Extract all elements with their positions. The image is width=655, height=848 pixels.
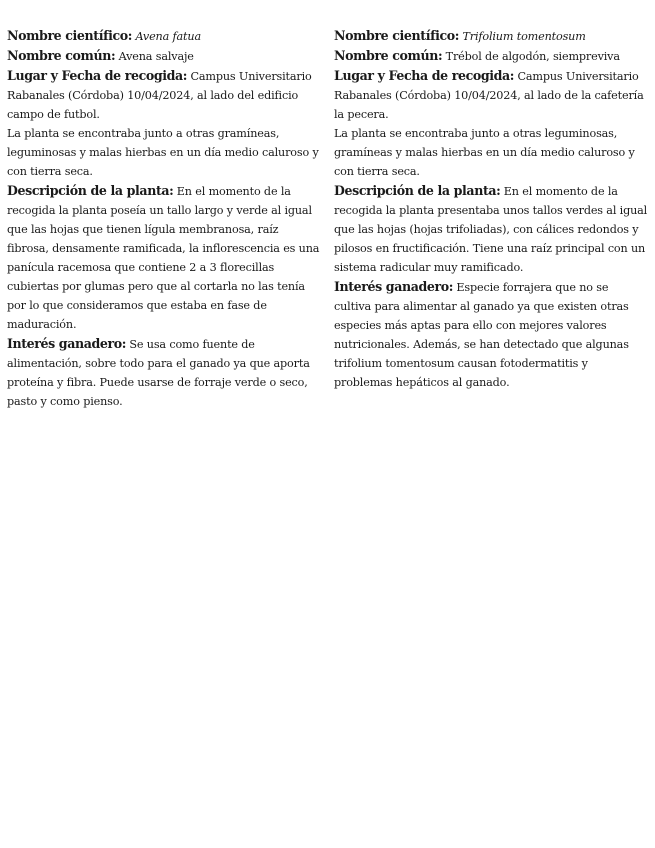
livestock-interest-label: Interés ganadero: [334, 279, 453, 294]
description-row [7, 181, 321, 334]
collection-place-row [7, 66, 321, 124]
livestock-interest-value: Especie forrajera que no se cultiva para alimentar al ganado ya que existen otras especies más aptas para ello con mejores valores nutricionales. Además, se han detectado que algunas trifolium tomentosum causan fotodermatitis y problemas hepáticos al ganado. [334, 281, 629, 389]
common-name-row [334, 46, 648, 66]
collection-place-value: Campus Universitario Rabanales (Córdoba) 10/04/2024, al lado de la cafetería la pecera. [334, 70, 644, 121]
livestock-interest-row [7, 334, 321, 411]
scientific-name-row [334, 26, 648, 46]
scientific-name-label: Nombre científico: [334, 28, 460, 43]
plant-card-trifolium [334, 26, 648, 392]
description-label: Descripción de la planta: [7, 183, 174, 198]
description-value: En el momento de la recogida la planta poseía un tallo largo y verde al igual que las hojas que tienen lígula membranosa, raíz fibrosa, densamente ramificada, la inflorescencia es una panícula racemosa que contiene 2 a 3 florecillas cubiertas por glumas pero que al cortarla no las tenía por lo que consideramos que estaba en fase de maduración. [7, 185, 320, 331]
collection-place-label: Lugar y Fecha de recogida: [7, 68, 188, 83]
common-name-label: Nombre común: [334, 48, 443, 63]
livestock-interest-label: Interés ganadero: [7, 336, 126, 351]
description-label: Descripción de la planta: [334, 183, 501, 198]
plant-card-avena [7, 26, 321, 411]
scientific-name-value: Avena fatua [135, 30, 201, 43]
collection-place-label: Lugar y Fecha de recogida: [334, 68, 515, 83]
collection-place-value: Campus Universitario Rabanales (Córdoba) 10/04/2024, al lado del edificio campo de futbol. [7, 70, 312, 121]
livestock-interest-row [334, 277, 648, 392]
description-row [334, 181, 648, 277]
common-name-row [7, 46, 321, 66]
common-name-value: Avena salvaje [118, 50, 194, 63]
habitat-text: La planta se encontraba junto a otras leguminosas, gramíneas y malas hierbas en un día medio caluroso y con tierra seca. [334, 127, 635, 178]
common-name-label: Nombre común: [7, 48, 116, 63]
habitat-text: La planta se encontraba junto a otras gramíneas, leguminosas y malas hierbas en un día medio caluroso y con tierra seca. [7, 127, 319, 178]
collection-place-row [334, 66, 648, 124]
livestock-interest-value: Se usa como fuente de alimentación, sobre todo para el ganado ya que aporta proteína y fibra. Puede usarse de forraje verde o seco, pasto y como pienso. [7, 338, 310, 408]
scientific-name-value: Trifolium tomentosum [462, 30, 586, 43]
description-value: En el momento de la recogida la planta presentaba unos tallos verdes al igual que las hojas (hojas trifoliadas), con cálices redondos y pilosos en fructificación. Tiene una raíz principal con un sistema radicular muy ramificado. [334, 185, 648, 274]
scientific-name-row [7, 26, 321, 46]
common-name-value: Trébol de algodón, siempreviva [445, 50, 620, 63]
scientific-name-label: Nombre científico: [7, 28, 133, 43]
